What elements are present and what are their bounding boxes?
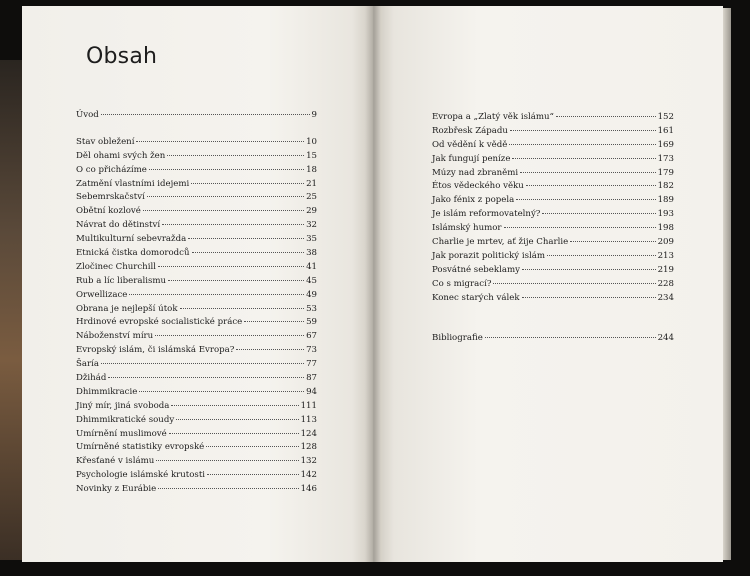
dot-leader (485, 336, 656, 338)
toc-entry (76, 165, 317, 179)
toc-entry-page: 161 (657, 125, 674, 136)
toc-entry (76, 276, 317, 290)
toc-entry-page: 213 (657, 250, 674, 261)
dot-leader (556, 115, 656, 117)
dot-leader (191, 182, 304, 184)
dot-leader (171, 404, 298, 406)
toc-entry-title: Posvátné sebeklamy (432, 264, 520, 275)
dot-leader (520, 171, 655, 173)
page-edge (723, 8, 731, 560)
toc-entry-page: 41 (306, 261, 317, 272)
toc-entry-title: Náboženství míru (76, 331, 154, 342)
toc-entry-title: Sebemrskačství (76, 192, 145, 203)
toc-entry-title: Umírněné statistiky evropské (76, 442, 205, 453)
dot-leader (526, 184, 656, 186)
dot-leader (155, 334, 304, 336)
toc-entry-title: Bibliografie (432, 333, 483, 344)
dot-leader (149, 168, 304, 170)
dot-leader (512, 157, 655, 159)
toc-entry-title: Návrat do dětinství (76, 220, 161, 231)
spacer (76, 124, 317, 137)
toc-entry-title: Je islám reformovatelný? (432, 209, 541, 220)
toc-entry-page: 152 (657, 112, 674, 122)
dot-leader (147, 195, 304, 197)
toc-entry-title: Psychologie islámské krutosti (76, 470, 206, 481)
toc-entry (76, 470, 317, 484)
toc-entry-title: Novinky z Eurábie (76, 484, 157, 495)
toc-entry (432, 251, 674, 265)
dot-leader (139, 390, 304, 392)
toc-entry-title: Hrdinové evropské socialistické práce (76, 317, 243, 328)
toc-entry-title: Umírnění muslimové (76, 428, 167, 439)
dot-leader (510, 129, 656, 131)
toc-entry-title: Evropa a „Zlatý věk islámu“ (432, 112, 554, 122)
dot-leader (101, 362, 304, 364)
toc-entry-title: Džihád (76, 373, 107, 384)
toc-entry-title: Šaría (76, 359, 99, 370)
toc-entry (76, 206, 317, 220)
toc-entry-title: Jako fénix z popela (432, 195, 515, 206)
dot-leader (192, 251, 305, 253)
dot-leader (504, 226, 656, 228)
dot-leader (493, 282, 655, 284)
dot-leader (570, 240, 655, 242)
toc-entry-page: 142 (300, 470, 317, 481)
dot-leader (108, 376, 304, 378)
toc-entry (76, 234, 317, 248)
dot-leader (516, 198, 655, 200)
toc-entry (432, 181, 674, 195)
toc-entry-page: 173 (657, 153, 674, 164)
background-cover-edge (0, 60, 22, 560)
toc-entry (76, 456, 317, 470)
toc-entry (76, 262, 317, 276)
toc-entry-page: 169 (657, 139, 674, 150)
dot-leader (176, 418, 298, 420)
dot-leader (188, 237, 304, 239)
toc-entry-title: Múzy nad zbraněmi (432, 167, 519, 178)
dot-leader (162, 223, 304, 225)
toc-entry-title: Zločinec Churchill (76, 261, 156, 272)
toc-entry (76, 151, 317, 165)
toc-entry (432, 140, 674, 154)
toc-entry-title: Obrana je nejlepší útok (76, 303, 178, 314)
toc-entry (432, 195, 674, 209)
toc-list-left (76, 110, 317, 498)
toc-entry (76, 442, 317, 456)
toc-entry-title: Dhimmikracie (76, 386, 138, 397)
toc-entry (76, 429, 317, 443)
toc-entry-title: Etnická čistka domorodců (76, 248, 190, 259)
toc-entry-title: Od vědění k vědě (432, 139, 508, 150)
toc-entry (432, 223, 674, 237)
toc-entry-page: 38 (306, 248, 317, 259)
toc-entry-page: 128 (300, 442, 317, 453)
dot-leader (547, 254, 656, 256)
toc-entry-page: 209 (657, 237, 674, 248)
dot-leader (236, 348, 304, 350)
dot-leader (522, 268, 656, 270)
toc-entry-title: Obětní kozlové (76, 206, 141, 217)
toc-entry (432, 112, 674, 126)
toc-entry-page: 29 (306, 206, 317, 217)
toc-entry (432, 265, 674, 279)
toc-entry (76, 192, 317, 206)
toc-entry (432, 209, 674, 223)
toc-entry-page: 73 (306, 345, 317, 356)
dot-leader (156, 459, 298, 461)
dot-leader (168, 279, 304, 281)
toc-entry-title: Stav obležení (76, 136, 135, 147)
toc-entry (76, 179, 317, 193)
toc-entry-title: Rozbřesk Západu (432, 125, 508, 136)
toc-entry-title: Evropský islám, či islámská Evropa? (76, 345, 235, 356)
toc-entry-page: 219 (657, 264, 674, 275)
page-title: Obsah (86, 44, 158, 69)
dot-leader (143, 209, 304, 211)
toc-entry (76, 304, 317, 318)
toc-entry-title: Konec starých válek (432, 292, 520, 303)
toc-entry-title: Charlie je mrtev, ať žije Charlie (432, 237, 569, 248)
dot-leader (169, 432, 299, 434)
toc-entry (76, 345, 317, 359)
toc-entry-title: Jak porazit politický islám (432, 250, 546, 261)
toc-entry-page: 94 (306, 386, 317, 397)
dot-leader (509, 143, 655, 145)
toc-entry-page: 25 (306, 192, 317, 203)
dot-leader (136, 140, 304, 142)
dot-leader (244, 320, 304, 322)
toc-entry-page: 244 (657, 333, 674, 344)
toc-entry (76, 137, 317, 151)
toc-entry (76, 415, 317, 429)
dot-leader (101, 113, 310, 115)
toc-entry-page: 53 (306, 303, 317, 314)
toc-entry (432, 126, 674, 140)
toc-entry-page: 132 (300, 456, 317, 467)
toc-entry (76, 220, 317, 234)
toc-entry-title: Islámský humor (432, 223, 502, 234)
toc-entry-page: 179 (657, 167, 674, 178)
toc-entry-title: Děl ohami svých žen (76, 150, 166, 161)
toc-entry-page: 15 (306, 150, 317, 161)
toc-entry (76, 317, 317, 331)
dot-leader (180, 307, 305, 309)
toc-entry (432, 279, 674, 293)
toc-entry-page: 59 (306, 317, 317, 328)
toc-entry-page: 77 (306, 359, 317, 370)
toc-entry-page: 146 (300, 484, 317, 495)
dot-leader (167, 154, 304, 156)
toc-entry-title: Multikulturní sebevražda (76, 234, 187, 245)
toc-entry-page: 49 (306, 289, 317, 300)
dot-leader (158, 487, 298, 489)
toc-entry (432, 293, 674, 307)
toc-entry-page: 45 (306, 275, 317, 286)
toc-entry-page: 189 (657, 195, 674, 206)
toc-entry-page: 228 (657, 278, 674, 289)
toc-entry-title: Jiný mír, jiná svoboda (76, 400, 170, 411)
toc-entry-page: 124 (300, 428, 317, 439)
dot-leader (542, 212, 655, 214)
toc-entry (432, 333, 674, 347)
toc-entry (76, 401, 317, 415)
toc-entry-title: Úvod (76, 110, 99, 120)
toc-entry-page: 193 (657, 209, 674, 220)
dot-leader (522, 296, 656, 298)
toc-entry (432, 237, 674, 251)
toc-entry-title: Orwellizace (76, 289, 128, 300)
toc-entry-page: 67 (306, 331, 317, 342)
toc-entry-page: 9 (311, 110, 317, 120)
toc-entry-page: 21 (306, 178, 317, 189)
toc-entry (76, 359, 317, 373)
toc-entry-title: O co přicházíme (76, 164, 147, 175)
toc-list-right (432, 112, 674, 347)
toc-entry (76, 248, 317, 262)
dot-leader (207, 473, 299, 475)
toc-entry-page: 234 (657, 292, 674, 303)
toc-entry (76, 290, 317, 304)
toc-entry-page: 182 (657, 181, 674, 192)
toc-entry-page: 87 (306, 373, 317, 384)
spacer (432, 306, 674, 333)
toc-entry-page: 111 (300, 400, 317, 411)
toc-entry (76, 110, 317, 124)
toc-entry (76, 387, 317, 401)
toc-entry (432, 154, 674, 168)
toc-entry-title: Étos vědeckého věku (432, 181, 524, 192)
toc-entry (432, 168, 674, 182)
toc-entry-title: Jak fungují peníze (432, 153, 511, 164)
toc-entry-title: Zatmění vlastními idejemi (76, 178, 190, 189)
toc-entry-page: 35 (306, 234, 317, 245)
toc-entry (76, 373, 317, 387)
dot-leader (158, 265, 304, 267)
toc-entry-page: 32 (306, 220, 317, 231)
toc-entry (76, 331, 317, 345)
toc-entry-page: 10 (306, 136, 317, 147)
toc-entry-title: Dhimmikratické soudy (76, 414, 175, 425)
dot-leader (129, 293, 304, 295)
toc-entry-title: Křesťané v islámu (76, 456, 155, 467)
toc-entry-title: Co s migrací? (432, 278, 492, 289)
toc-entry-page: 113 (300, 414, 317, 425)
toc-entry-title: Rub a líc liberalismu (76, 275, 167, 286)
toc-entry-page: 18 (306, 164, 317, 175)
toc-entry (76, 484, 317, 498)
dot-leader (206, 445, 298, 447)
book-spine (365, 6, 381, 562)
toc-entry-page: 198 (657, 223, 674, 234)
